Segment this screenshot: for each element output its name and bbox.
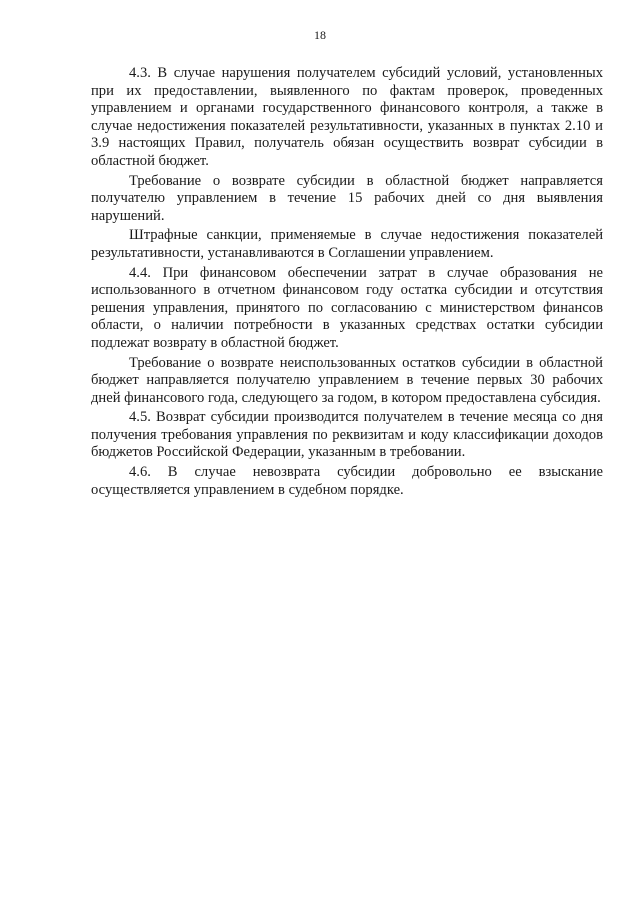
paragraph-4-3: 4.3. В случае нарушения получателем субсидий условий, установленных при их предоставлении, выявленного по фактам проверок, проведенных управлением и органами государственного финансового контроля, а также в случае недостижения показателей результативности, указанных в пунктах 2.10 и 3.9 настоящих Правил, получатель обязан осуществить возврат субсидии в областной бюджет. xyxy=(91,65,603,169)
paragraph-4-5: 4.5. Возврат субсидии производится получателем в течение месяца со дня получения требования управления по реквизитам и коду классификации доходов бюджетов Российской Федерации, указанным в требовании. xyxy=(91,409,603,461)
document-body xyxy=(91,65,603,501)
page-number: 18 xyxy=(314,28,326,42)
paragraph-4-4: 4.4. При финансовом обеспечении затрат в случае образования не использованного в отчетном финансовом году остатка субсидии и отсутствия решения управления, принятого по согласованию с министерством финансов области, о наличии потребности в указанных средствах остатки субсидии подлежат возврату в областной бюджет. xyxy=(91,264,603,351)
paragraph-penalties: Штрафные санкции, применяемые в случае недостижения показателей результативности, устанавливаются в Соглашении управлением. xyxy=(91,227,603,261)
paragraph-4-6: 4.6. В случае невозврата субсидии добровольно ее взыскание осуществляется управлением в судебном порядке. xyxy=(91,464,603,498)
paragraph-return-requirement: Требование о возврате субсидии в областной бюджет направляется получателю управлением в течение 15 рабочих дней со дня выявления нарушений. xyxy=(91,172,603,224)
paragraph-unused-balance-return: Требование о возврате неиспользованных остатков субсидии в областной бюджет направляется получателю управлением в течение первых 30 рабочих дней финансового года, следующего за годом, в котором предоставлена субсидия. xyxy=(91,354,603,406)
